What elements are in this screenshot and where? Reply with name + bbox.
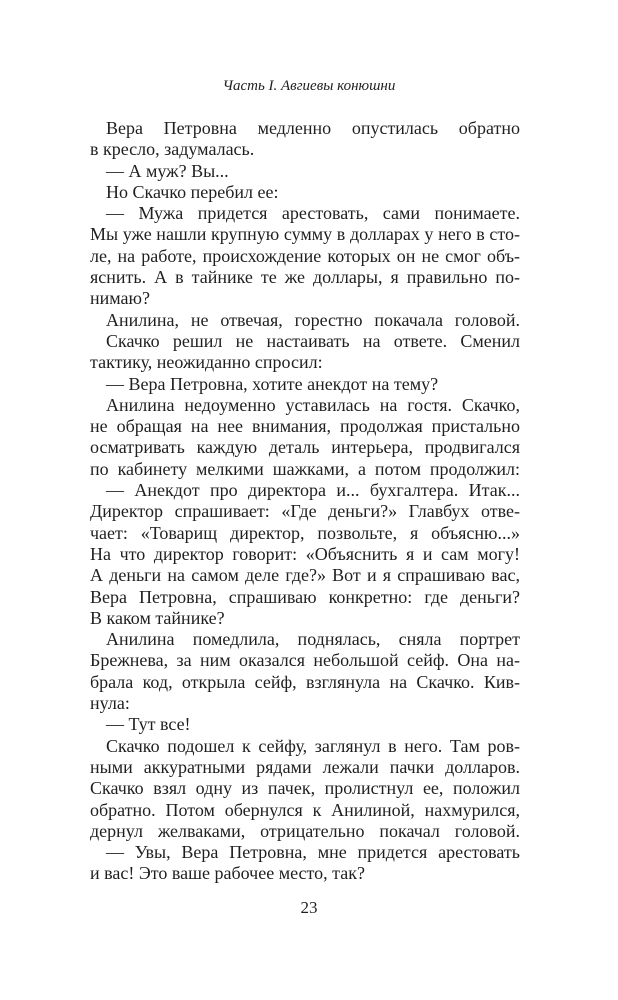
text-line: Скачко решил не настаивать на ответе. Сменил — [106, 330, 520, 351]
text-line: Анилина недоуменно уставилась на гостя. Скачко, — [106, 394, 520, 415]
text-line: обратно. Потом обернулся к Анилиной, нахмурился, — [90, 799, 520, 820]
text-line: Анилина помедлила, поднялась, сняла портрет — [106, 629, 520, 650]
text-line: ными аккуратными рядами лежали пачки долларов. — [90, 756, 520, 777]
text-line: нула: — [90, 693, 130, 714]
text-line: не обращая на нее внимания, продолжая пристально — [90, 416, 520, 437]
text-line: дернул желваками, отрицательно покачал головой. — [90, 820, 520, 841]
text-line: — А муж? Вы... — [106, 160, 229, 181]
text-line: — Тут все! — [106, 714, 191, 735]
text-line: Скачко подошел к сейфу, заглянул в него. Там ров- — [106, 735, 520, 756]
text-line: осматривать каждую деталь интерьера, продвигался — [90, 437, 520, 458]
text-line: Вера Петровна медленно опустилась обратно — [106, 118, 520, 138]
text-line: — Мужа придется арестовать, сами понимаете. — [106, 203, 520, 224]
text-line: — Вера Петровна, хотите анекдот на тему? — [106, 373, 439, 394]
text-line: брала код, открыла сейф, взглянула на Скачко. Кив- — [90, 671, 520, 692]
text-line: Анилина, не отвечая, горестно покачала головой. — [106, 309, 520, 330]
text-line: На что директор говорит: «Объяснить я и сам могу! — [90, 543, 520, 564]
text-line: Вера Петровна, спрашиваю конкретно: где деньги? — [90, 586, 520, 607]
text-line: Брежнева, за ним оказался небольшой сейф. Она на- — [90, 650, 520, 671]
page-body-text — [90, 118, 520, 885]
text-line: Мы уже нашли крупную сумму в долларах у него в сто- — [90, 224, 520, 245]
page-number: 23 — [300, 898, 318, 917]
text-line: и вас! Это ваше рабочее место, так? — [90, 863, 365, 884]
text-line: ле, на работе, происхождение которых он не смог объ- — [90, 245, 520, 266]
text-line: по кабинету мелкими шажками, а потом продолжил: — [90, 458, 520, 479]
text-line: — Увы, Вера Петровна, мне придется арестовать — [106, 842, 520, 863]
text-line: — Анекдот про директора и... бухгалтера. Итак... — [106, 480, 520, 501]
text-line: в кресло, задумалась. — [90, 139, 255, 160]
text-line: Скачко взял одну из пачек, пролистнул ее, положил — [90, 778, 520, 799]
text-line: чает: «Товарищ директор, позвольте, я объясню...» — [90, 522, 520, 543]
text-line: яснить. А в тайнике те же доллары, я правильно по- — [90, 267, 520, 288]
text-line: Но Скачко перебил ее: — [106, 181, 279, 202]
text-line: нимаю? — [90, 288, 150, 309]
text-line: Директор спрашивает: «Где деньги?» Главбух отве- — [90, 501, 520, 522]
text-line: тактику, неожиданно спросил: — [90, 352, 323, 373]
text-line: В каком тайнике? — [90, 607, 225, 628]
text-line: А деньги на самом деле где?» Вот и я спрашиваю вас, — [90, 565, 520, 586]
running-head: Часть I. Авгиевы конюшни — [222, 78, 396, 94]
